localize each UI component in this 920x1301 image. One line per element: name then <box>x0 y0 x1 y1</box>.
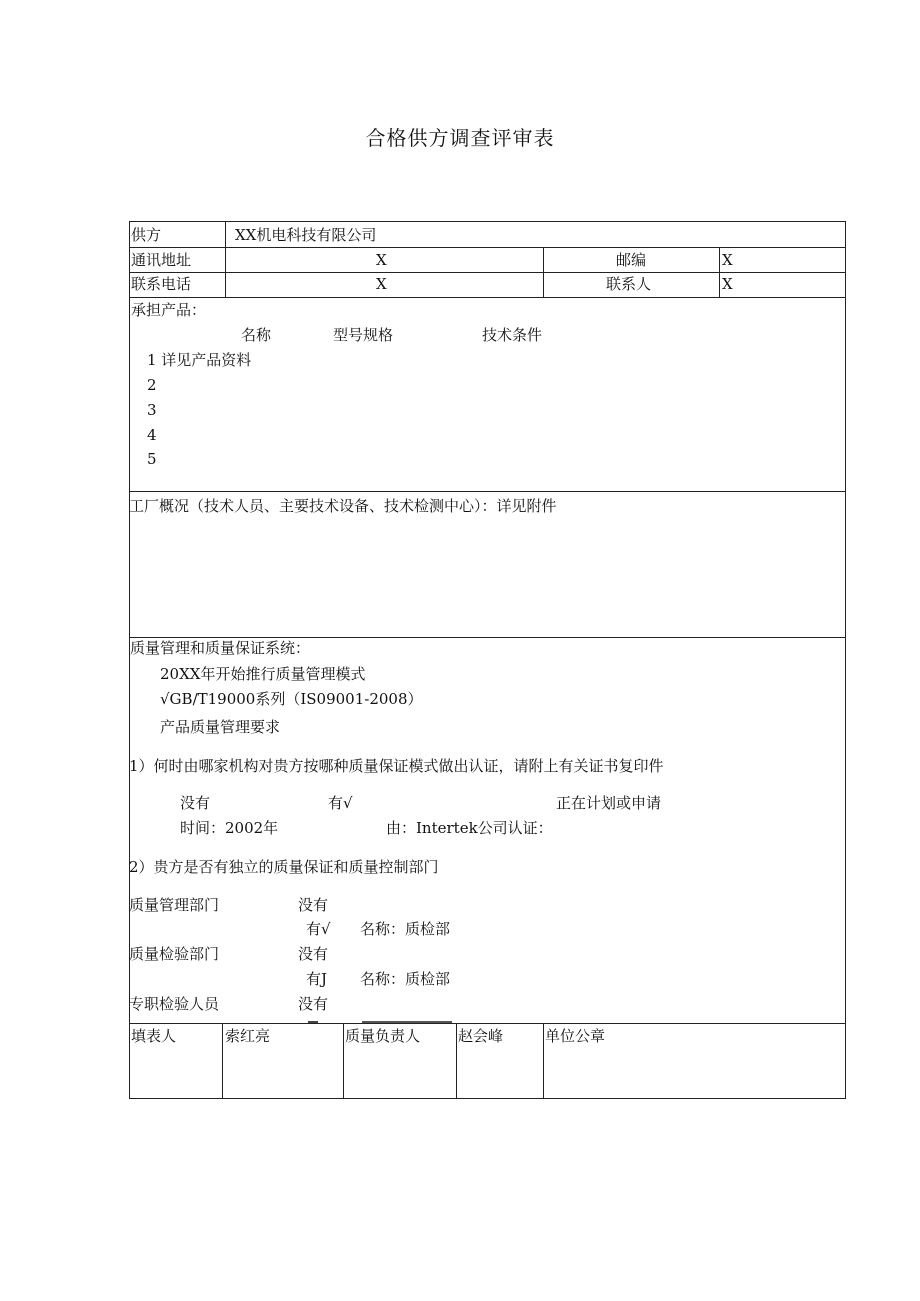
products-row-3: 3 <box>147 401 157 419</box>
products-row-5: 5 <box>147 450 157 468</box>
phone-value: X <box>376 275 387 293</box>
quality-line-1: 20XX年开始推行质量管理模式 <box>160 665 366 683</box>
quality-line-3: 产品质量管理要求 <box>160 718 281 736</box>
factory-text: 工厂概况（技术人员、主要技术设备、技术检测中心）：详见附件 <box>129 497 557 515</box>
quality-heading: 质量管理和质量保证系统： <box>130 639 311 657</box>
clipped-text-fragment <box>308 1021 318 1023</box>
dept-qi-no: 没有 <box>298 945 329 963</box>
page-title: 合格供方调查评审表 <box>365 126 555 150</box>
dept-qi-label: 质量检验部门 <box>129 945 220 963</box>
address-value: X <box>376 251 387 269</box>
q1-yes: 有√ <box>328 794 353 812</box>
contact-value: X <box>722 275 733 293</box>
filler-label: 填表人 <box>131 1027 177 1045</box>
phone-label: 联系电话 <box>131 275 192 293</box>
q1-time: 时间：2002年 <box>180 819 279 837</box>
dept-qm-no: 没有 <box>298 896 329 914</box>
question-2: 2）贵方是否有独立的质量保证和质量控制部门 <box>129 858 439 876</box>
products-row-1: 1 详见产品资料 <box>147 351 252 369</box>
products-row-4: 4 <box>147 426 157 444</box>
clipped-text-fragment <box>362 1021 452 1023</box>
dept-qm-yes: 有√ <box>306 920 331 938</box>
supplier-label: 供方 <box>131 226 162 244</box>
products-header-name: 名称 <box>241 326 272 344</box>
dept-qi-yes: 有J <box>306 970 328 988</box>
dept-inspector-label: 专职检验人员 <box>129 995 220 1013</box>
q1-planning: 正在计划或申请 <box>556 794 662 812</box>
products-label: 承担产品： <box>131 301 207 319</box>
postcode-value: X <box>722 251 733 269</box>
q1-no: 没有 <box>180 794 211 812</box>
products-header-spec: 技术条件 <box>482 326 543 344</box>
supplier-value: XX机电科技有限公司 <box>235 226 377 244</box>
postcode-label: 邮编 <box>616 251 647 269</box>
quality-manager-label: 质量负责人 <box>345 1027 421 1045</box>
filler-value: 索红亮 <box>225 1027 271 1045</box>
quality-manager-value: 赵会峰 <box>458 1027 504 1045</box>
contact-label: 联系人 <box>606 275 652 293</box>
dept-qm-name: 名称：质检部 <box>360 920 451 938</box>
dept-inspector-no: 没有 <box>298 995 329 1013</box>
dept-qm-label: 质量管理部门 <box>129 896 220 914</box>
address-label: 通讯地址 <box>131 251 192 269</box>
q1-certifier: 由：Intertek公司认证： <box>386 819 553 837</box>
products-row-2: 2 <box>147 376 157 394</box>
products-header-model: 型号规格 <box>333 326 394 344</box>
quality-line-2: √GB/T19000系列（IS09001-2008） <box>160 690 423 708</box>
company-seal-label: 单位公章 <box>545 1027 606 1045</box>
dept-qi-name: 名称：质检部 <box>360 970 451 988</box>
question-1: 1）何时由哪家机构对贵方按哪种质量保证模式做出认证，请附上有关证书复印件 <box>129 757 664 775</box>
